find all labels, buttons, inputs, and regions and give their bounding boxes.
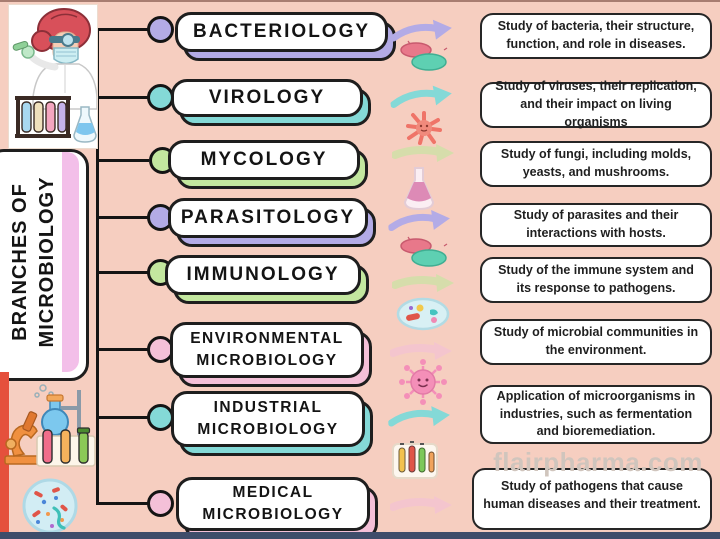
bullet-circle xyxy=(147,84,174,111)
page-title-line1: BRANCHES OF xyxy=(9,183,31,341)
lab-equipment-icon xyxy=(3,382,98,472)
arrow-icon xyxy=(392,270,456,296)
description-bacteriology: Study of bacteria, their structure, function, and role in diseases. xyxy=(480,13,712,59)
label-bacteriology: BACTERIOLOGY xyxy=(175,12,388,52)
petri-dish-illustration xyxy=(22,476,78,536)
watermark-text: flairpharma.com xyxy=(493,447,703,477)
petri-dish-colorful-icon xyxy=(396,296,450,337)
virus-face-icon xyxy=(398,358,448,411)
branch-line xyxy=(96,502,149,505)
page-title xyxy=(7,147,65,377)
description-parasitology: Study of parasites and their interactions with hosts. xyxy=(480,203,712,247)
branch-line xyxy=(96,348,149,351)
petri-dishes-icon xyxy=(398,236,450,273)
description-environmental-microbiology: Study of microbial communities in the environment. xyxy=(480,319,712,365)
scientist-icon xyxy=(9,5,97,148)
microbes-petri-icon xyxy=(22,476,78,536)
virus-icon xyxy=(404,110,444,151)
branch-line xyxy=(96,159,149,162)
label-environmental-microbiology: ENVIRONMENTAL MICROBIOLOGY xyxy=(170,322,364,378)
bullet-circle xyxy=(147,404,174,431)
arrow-icon xyxy=(389,80,456,114)
description-mycology: Study of fungi, including molds, yeasts, and mushrooms. xyxy=(480,141,712,187)
branch-line xyxy=(96,216,149,219)
label-medical-microbiology: MEDICAL MICROBIOLOGY xyxy=(176,477,370,531)
label-immunology: IMMUNOLOGY xyxy=(165,255,361,295)
arrow-icon xyxy=(390,492,454,518)
scientist-illustration xyxy=(8,4,98,149)
label-parasitology: PARASITOLOGY xyxy=(168,198,368,238)
petri-dishes-icon xyxy=(398,40,450,77)
label-industrial-microbiology: INDUSTRIAL MICROBIOLOGY xyxy=(171,391,365,447)
description-immunology: Study of the immune system and its response to pathogens. xyxy=(480,257,712,303)
branch-line xyxy=(96,416,149,419)
branch-line xyxy=(96,28,149,31)
flask-icon xyxy=(400,166,438,215)
description-virology: Study of viruses, their replication, and their impact on living organisms xyxy=(480,82,712,128)
bullet-circle xyxy=(147,16,174,43)
description-medical-microbiology: Study of pathogens that cause human diseases and their treatment. xyxy=(472,468,712,530)
test-tube-rack-icon xyxy=(390,436,440,485)
top-border-line xyxy=(0,0,720,2)
label-mycology: MYCOLOGY xyxy=(168,140,360,180)
bullet-circle xyxy=(147,490,174,517)
branch-line xyxy=(96,96,149,99)
label-virology: VIROLOGY xyxy=(171,79,363,117)
bottom-border-strip xyxy=(0,532,720,539)
lab-equipment-illustration xyxy=(3,382,98,472)
branch-line xyxy=(96,271,149,274)
description-industrial-microbiology: Application of microorganisms in industries, such as fermentation and bioremediation. xyxy=(480,385,712,444)
page-title-line2: MICROBIOLOGY xyxy=(36,176,58,348)
